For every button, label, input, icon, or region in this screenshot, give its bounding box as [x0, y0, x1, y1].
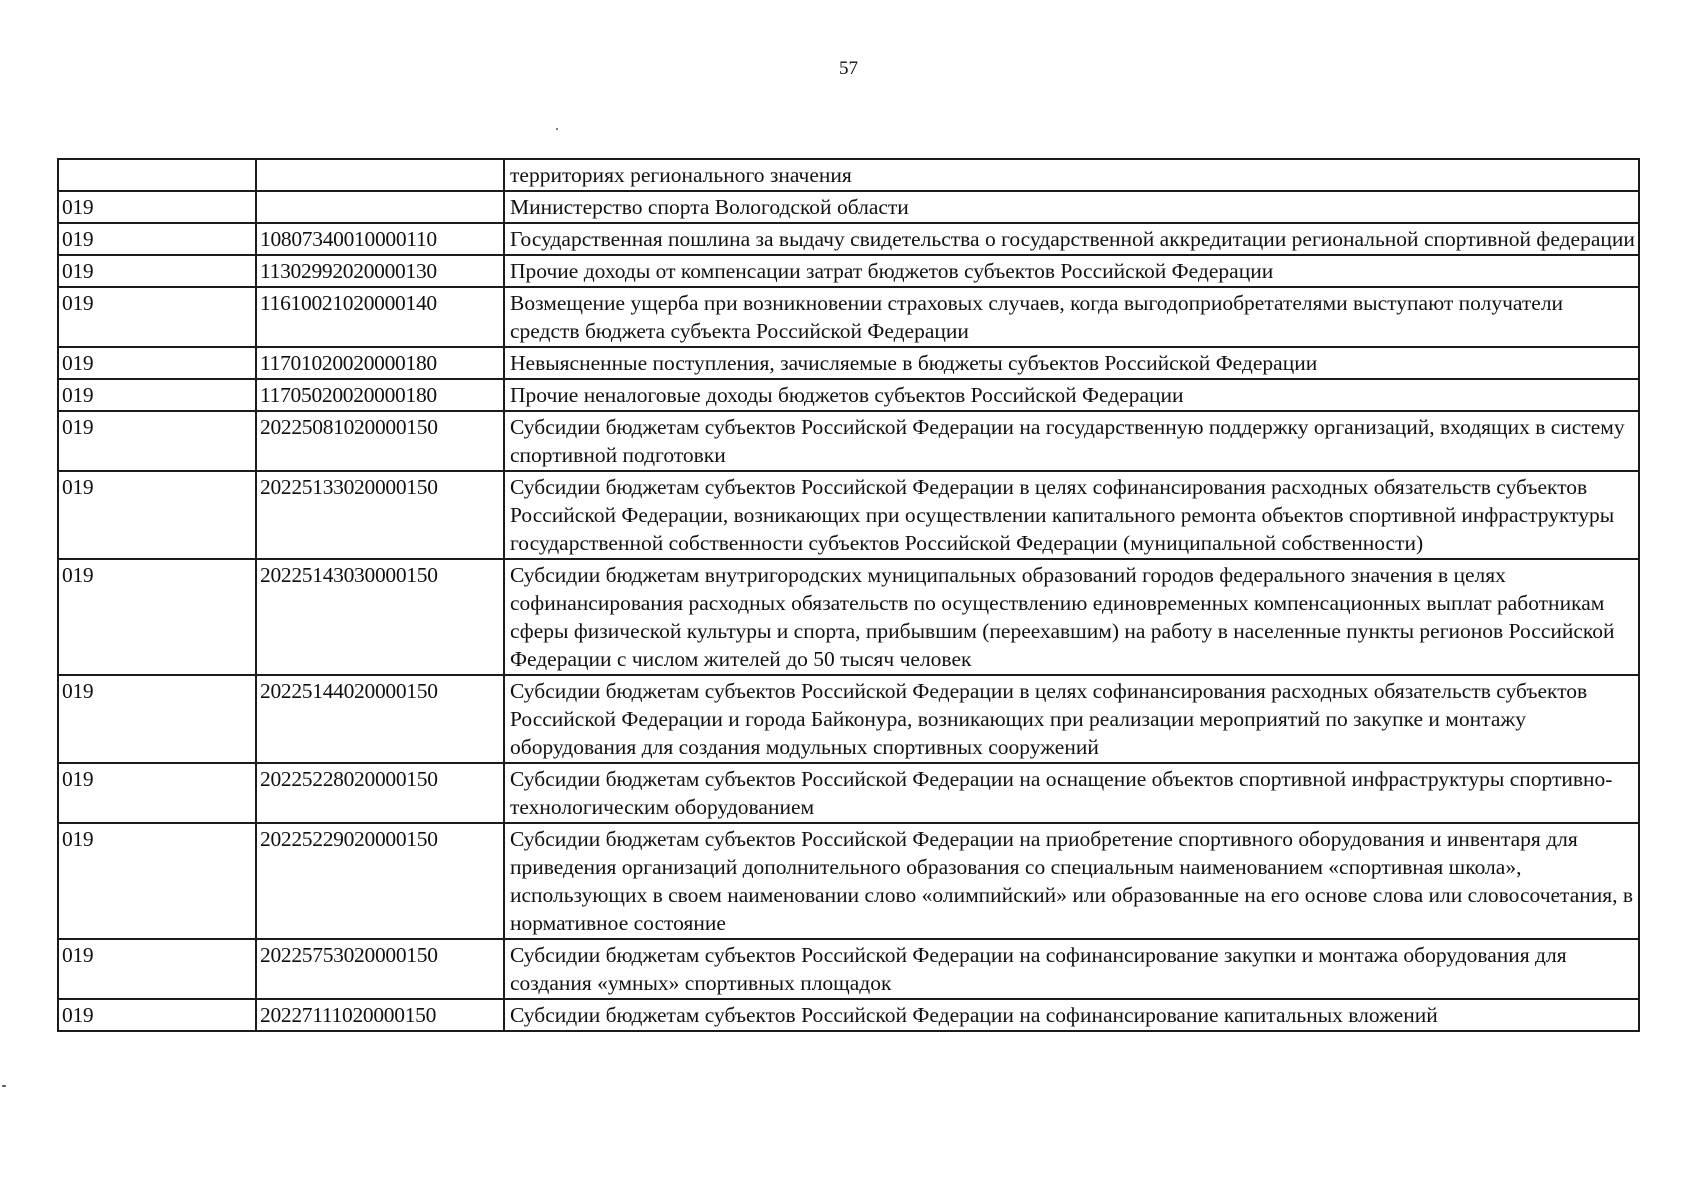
revenue-name-cell: Субсидии бюджетам внутригородских муниципальных образований городов федерального значения в целях софинансирования расходных обязательств по осуществлению единовременных компенсационных выплат работникам сферы физической культуры и спорта, прибывшим (переехавшим) на работу в населенные пункты регионов Российской Федерации с числом жителей до 50 тысяч человек [504, 559, 1639, 675]
table-body [58, 159, 1639, 1031]
admin-code-cell: 019 [58, 559, 256, 675]
admin-code-cell: 019 [58, 763, 256, 823]
scan-speck [2, 1085, 6, 1087]
revenue-code-cell: 11302992020000130 [256, 255, 504, 287]
admin-code-cell [58, 159, 256, 191]
revenue-name-cell: Субсидии бюджетам субъектов Российской Федерации на приобретение спортивного оборудования и инвентаря для приведения организаций дополнительного образования со специальным наименованием «спортивная школа», использующих в своем наименовании слово «олимпийский» или образованные на его основе слова или словосочетания, в нормативное состояние [504, 823, 1639, 939]
table-row [58, 287, 1639, 347]
revenue-name-cell: Субсидии бюджетам субъектов Российской Федерации на софинансирование капитальных вложений [504, 999, 1639, 1031]
table-row [58, 347, 1639, 379]
scan-speck [556, 128, 558, 130]
admin-code-cell: 019 [58, 347, 256, 379]
table-row [58, 255, 1639, 287]
table-row [58, 379, 1639, 411]
revenue-name-cell: территориях регионального значения [504, 159, 1639, 191]
admin-code-cell: 019 [58, 287, 256, 347]
revenue-code-cell: 20225753020000150 [256, 939, 504, 999]
admin-code-cell: 019 [58, 999, 256, 1031]
admin-code-cell: 019 [58, 411, 256, 471]
revenue-name-cell: Субсидии бюджетам субъектов Российской Федерации в целях софинансирования расходных обязательств субъектов Российской Федерации и города Байконура, возникающих при реализации мероприятий по закупке и монтажу оборудования для создания модульных спортивных сооружений [504, 675, 1639, 763]
revenue-code-cell: 10807340010000110 [256, 223, 504, 255]
revenue-name-cell: Субсидии бюджетам субъектов Российской Федерации на оснащение объектов спортивной инфраструктуры спортивно-технологическим оборудованием [504, 763, 1639, 823]
revenue-name-cell: Прочие неналоговые доходы бюджетов субъектов Российской Федерации [504, 379, 1639, 411]
table-row [58, 939, 1639, 999]
revenue-name-cell: Субсидии бюджетам субъектов Российской Федерации на государственную поддержку организаций, входящих в систему спортивной подготовки [504, 411, 1639, 471]
revenue-code-cell: 20227111020000150 [256, 999, 504, 1031]
table-row [58, 823, 1639, 939]
page-number: 57 [839, 58, 858, 79]
admin-code-cell: 019 [58, 675, 256, 763]
table-row [58, 763, 1639, 823]
table-row [58, 411, 1639, 471]
table-row [58, 471, 1639, 559]
table-row [58, 559, 1639, 675]
revenue-code-cell: 20225143030000150 [256, 559, 504, 675]
admin-code-cell: 019 [58, 255, 256, 287]
admin-code-cell: 019 [58, 223, 256, 255]
revenue-code-cell: 20225229020000150 [256, 823, 504, 939]
revenue-code-cell: 11705020020000180 [256, 379, 504, 411]
admin-code-cell: 019 [58, 379, 256, 411]
revenue-name-cell: Невыясненные поступления, зачисляемые в бюджеты субъектов Российской Федерации [504, 347, 1639, 379]
table-row [58, 223, 1639, 255]
revenue-code-cell: 20225144020000150 [256, 675, 504, 763]
table-row [58, 191, 1639, 223]
revenue-code-cell: 11610021020000140 [256, 287, 504, 347]
table-row [58, 159, 1639, 191]
revenue-code-cell [256, 191, 504, 223]
revenue-code-cell [256, 159, 504, 191]
table-row [58, 999, 1639, 1031]
revenue-code-cell: 20225228020000150 [256, 763, 504, 823]
revenue-code-cell: 20225133020000150 [256, 471, 504, 559]
revenue-name-cell: Государственная пошлина за выдачу свидетельства о государственной аккредитации региональной спортивной федерации [504, 223, 1639, 255]
revenue-code-cell: 20225081020000150 [256, 411, 504, 471]
admin-code-cell: 019 [58, 191, 256, 223]
revenue-name-cell: Субсидии бюджетам субъектов Российской Федерации в целях софинансирования расходных обязательств субъектов Российской Федерации, возникающих при осуществлении капитального ремонта объектов спортивной инфраструктуры государственной собственности субъектов Российской Федерации (муниципальной собственности) [504, 471, 1639, 559]
admin-code-cell: 019 [58, 823, 256, 939]
revenue-codes-table [57, 158, 1640, 1032]
revenue-name-cell: Министерство спорта Вологодской области [504, 191, 1639, 223]
revenue-name-cell: Субсидии бюджетам субъектов Российской Федерации на софинансирование закупки и монтажа оборудования для создания «умных» спортивных площадок [504, 939, 1639, 999]
table-row [58, 675, 1639, 763]
revenue-name-cell: Возмещение ущерба при возникновении страховых случаев, когда выгодоприобретателями выступают получатели средств бюджета субъекта Российской Федерации [504, 287, 1639, 347]
admin-code-cell: 019 [58, 471, 256, 559]
revenue-name-cell: Прочие доходы от компенсации затрат бюджетов субъектов Российской Федерации [504, 255, 1639, 287]
admin-code-cell: 019 [58, 939, 256, 999]
revenue-code-cell: 11701020020000180 [256, 347, 504, 379]
